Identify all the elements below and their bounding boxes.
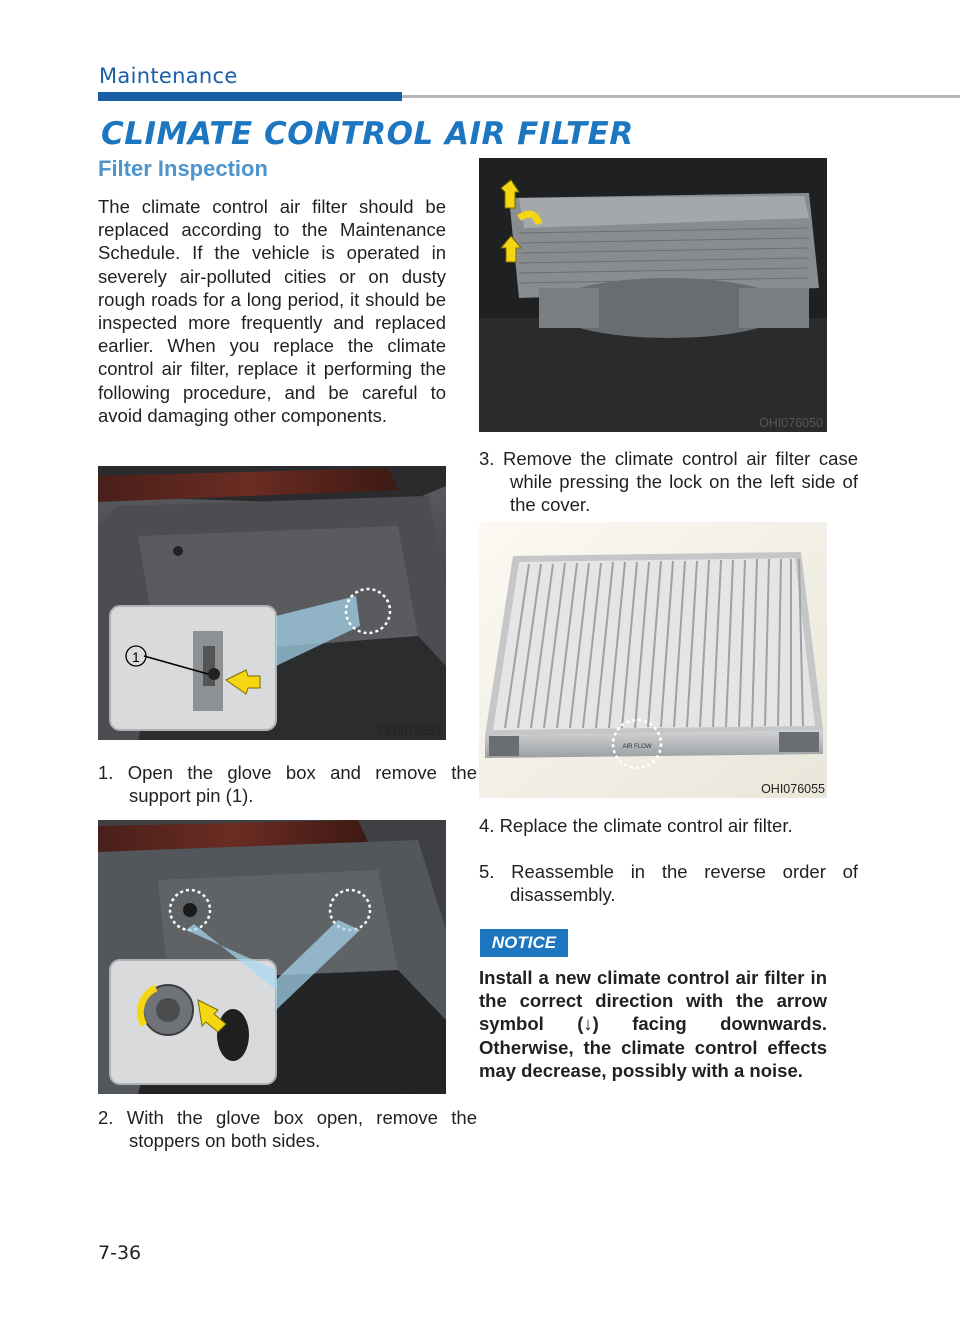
step-2: 2. With the glove box open, remove the stoppers on both sides. xyxy=(98,1107,477,1152)
step-5: 5. Reassemble in the reverse order of disassembly. xyxy=(479,861,858,906)
figure-glove-box-support-pin xyxy=(98,466,446,740)
step-3: 3. Remove the climate control air filter case while pressing the lock on the left side of the cover. xyxy=(479,448,858,516)
header-rule-accent xyxy=(98,92,402,101)
air-flow-stamp: AIR FLOW xyxy=(622,744,652,750)
figure-code: OHI076055 xyxy=(761,782,825,796)
intro-paragraph: The climate control air filter should be replaced according to the Maintenance Schedule. If the vehicle is operated in severely air-polluted cities or on dusty rough roads for a long period, it should be inspected more frequently and replaced earlier. When you replace the climate control air filter, replace it performing the following procedure, and be careful to avoid damaging other components. xyxy=(98,196,446,426)
figure-code: OHI076051 xyxy=(378,724,442,738)
step-1: 1. Open the glove box and remove the support pin (1). xyxy=(98,762,477,807)
header-rule xyxy=(402,95,960,98)
notice-badge: NOTICE xyxy=(480,929,568,957)
notice-text: Install a new climate control air filter in the correct direction with the arrow symbol (↓) facing downwards. Otherwise, the climate control effects may decrease, possibly with a noise. xyxy=(479,967,827,1081)
chapter-title: CLIMATE CONTROL AIR FILTER xyxy=(101,116,634,152)
subheading: Filter Inspection xyxy=(98,156,268,181)
figure-air-filter xyxy=(479,522,827,798)
page-number: 7-36 xyxy=(98,1242,142,1264)
figure-code: OHI076050 xyxy=(759,416,823,430)
section-label: Maintenance xyxy=(99,64,238,88)
figure-filter-case xyxy=(479,158,827,432)
figure-glove-box-stoppers xyxy=(98,820,446,1094)
callout-number: 1 xyxy=(132,649,140,665)
step-4: 4. Replace the climate control air filter. xyxy=(479,815,793,836)
figure-code: OHI076052 xyxy=(378,1078,442,1092)
